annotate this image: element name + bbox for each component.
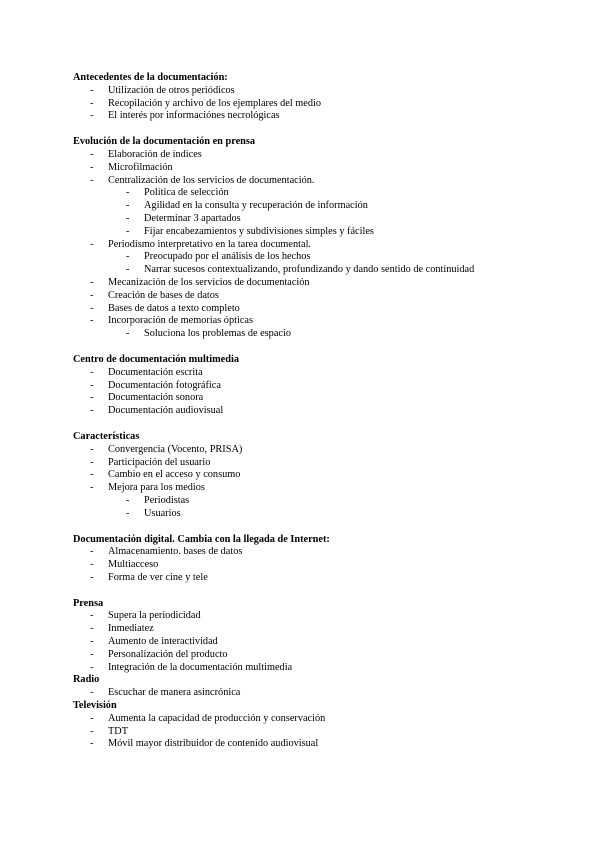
list-item: - Documentación audiovisual	[90, 405, 224, 417]
dash-bullet: -	[90, 623, 94, 635]
section-title: Centro de documentación multimedia	[73, 353, 239, 365]
dash-bullet: -	[90, 379, 94, 391]
list-item: - Móvil mayor distribuidor de contenido audiovisual	[90, 738, 319, 750]
dash-bullet: -	[126, 328, 130, 340]
section-title: Documentación digital. Cambia con la llegada de Internet:	[73, 533, 330, 545]
list-item: - Recopilación y archivo de los ejemplares del medio	[90, 97, 322, 109]
dash-bullet: -	[90, 289, 94, 301]
list-item: - Microfilmación	[90, 161, 173, 173]
sub-list-item: - Periodistas	[126, 494, 190, 506]
dash-bullet: -	[90, 482, 94, 494]
list-item: - Creación de bases de datos	[90, 289, 219, 301]
list-item: - Centralización de los servicios de documentación. - Política de selección - Agilidad en la consulta y recuperación de información - Determinar 3 apartados - Fijar encabezamientos y subdivisiones simples y fáciles	[73, 175, 573, 239]
list-item: - Documentación fotográfica	[90, 379, 221, 391]
sub-bullet-list	[73, 495, 573, 521]
dash-bullet: -	[90, 392, 94, 404]
dash-bullet: -	[90, 738, 94, 750]
list-item: - Incorporación de memorias ópticas - Soluciona los problemas de espacio	[73, 315, 573, 341]
dash-bullet: -	[90, 712, 94, 724]
list-item: - Integración de la documentación multimedia	[90, 661, 293, 673]
list-item: - Utilización de otros periódicos	[90, 84, 235, 96]
document-page	[73, 72, 573, 751]
section-caracteristicas	[73, 431, 573, 521]
dash-bullet: -	[90, 571, 94, 583]
section-radio	[73, 674, 573, 700]
list-item: - Forma de ver cine y tele	[90, 571, 208, 583]
dash-bullet: -	[126, 494, 130, 506]
list-item: - Escuchar de manera asincrónica	[90, 687, 241, 699]
section-title: Evolución de la documentación en prensa	[73, 136, 256, 148]
bullet-list	[73, 444, 573, 521]
list-item: - Documentación sonora	[90, 392, 204, 404]
list-item: - Inmediatez	[90, 623, 154, 635]
list-item: - Almacenamiento. bases de datos	[90, 546, 243, 558]
section-antecedentes	[73, 72, 573, 123]
dash-bullet: -	[90, 161, 94, 173]
bullet-list	[73, 367, 573, 418]
section-centro-multimedia	[73, 354, 573, 418]
section-television	[73, 700, 573, 751]
sub-list-item: - Agilidad en la consulta y recuperación de información	[126, 200, 368, 212]
section-title: Televisión	[73, 700, 117, 712]
dash-bullet: -	[90, 174, 94, 186]
list-item: - Supera la periodicidad	[90, 610, 201, 622]
dash-bullet: -	[90, 148, 94, 160]
dash-bullet: -	[126, 264, 130, 276]
list-item: - Multiacceso	[90, 559, 159, 571]
list-item: - Bases de datos a texto completo	[90, 302, 240, 314]
dash-bullet: -	[90, 456, 94, 468]
list-item: - El interés por informaciónes necrológicas	[90, 110, 280, 122]
dash-bullet: -	[90, 405, 94, 417]
list-item: - Participación del usuario	[90, 456, 211, 468]
list-item: - Cambio en el acceso y consumo	[90, 469, 241, 481]
list-item: - Documentación escrita	[90, 366, 203, 378]
section-evolucion	[73, 136, 573, 341]
dash-bullet: -	[90, 84, 94, 96]
bullet-list	[73, 610, 573, 674]
dash-bullet: -	[90, 276, 94, 288]
sub-bullet-list	[73, 187, 573, 238]
section-documentacion-digital	[73, 534, 573, 585]
bullet-list	[73, 149, 573, 341]
list-item: - Periodismo interpretativo en la tarea documental. - Preocupado por el análisis de los hechos - Narrar sucesos contextualizando, profundizando y dando sentido de continuidad	[73, 239, 573, 277]
dash-bullet: -	[90, 315, 94, 327]
list-item: - Personalización del producto	[90, 648, 228, 660]
dash-bullet: -	[90, 687, 94, 699]
section-title: Características	[73, 430, 140, 442]
dash-bullet: -	[126, 251, 130, 263]
sub-list-item: - Narrar sucesos contextualizando, profundizando y dando sentido de continuidad	[126, 264, 475, 276]
list-item: - Aumento de interactividad	[90, 636, 218, 648]
list-item: - Mejora para los medios - Periodistas - Usuarios	[73, 482, 573, 520]
sub-list-item: - Determinar 3 apartados	[126, 212, 241, 224]
section-title: Radio	[73, 674, 100, 686]
dash-bullet: -	[90, 366, 94, 378]
dash-bullet: -	[90, 636, 94, 648]
dash-bullet: -	[126, 507, 130, 519]
sub-list-item: - Preocupado por el análisis de los hechos	[126, 251, 311, 263]
dash-bullet: -	[90, 661, 94, 673]
dash-bullet: -	[90, 559, 94, 571]
bullet-list	[73, 85, 573, 123]
list-item: - Elaboración de índices	[90, 148, 202, 160]
dash-bullet: -	[90, 302, 94, 314]
dash-bullet: -	[90, 469, 94, 481]
dash-bullet: -	[90, 443, 94, 455]
list-item: - Mecanización de los servicios de documentación	[90, 276, 310, 288]
dash-bullet: -	[90, 110, 94, 122]
sub-list-item: - Soluciona los problemas de espacio	[126, 328, 291, 340]
sub-list-item: - Usuarios	[126, 507, 181, 519]
dash-bullet: -	[90, 610, 94, 622]
bullet-list	[73, 546, 573, 584]
sub-bullet-list	[73, 328, 573, 341]
dash-bullet: -	[126, 200, 130, 212]
list-item: - Convergencia (Vocento, PRISA)	[90, 443, 243, 455]
section-title: Antecedentes de la documentación:	[73, 72, 228, 83]
bullet-list	[73, 713, 573, 751]
dash-bullet: -	[126, 212, 130, 224]
dash-bullet: -	[126, 225, 130, 237]
dash-bullet: -	[90, 546, 94, 558]
bullet-list	[73, 687, 573, 700]
dash-bullet: -	[90, 238, 94, 250]
section-prensa	[73, 598, 573, 675]
list-item: - TDT	[90, 725, 129, 737]
dash-bullet: -	[90, 648, 94, 660]
section-title: Prensa	[73, 597, 104, 609]
sub-list-item: - Fijar encabezamientos y subdivisiones simples y fáciles	[126, 225, 374, 237]
dash-bullet: -	[90, 97, 94, 109]
dash-bullet: -	[90, 725, 94, 737]
sub-bullet-list	[73, 251, 573, 277]
sub-list-item: - Política de selección	[126, 187, 229, 199]
list-item: - Aumenta la capacidad de producción y conservación	[90, 712, 326, 724]
dash-bullet: -	[126, 187, 130, 199]
